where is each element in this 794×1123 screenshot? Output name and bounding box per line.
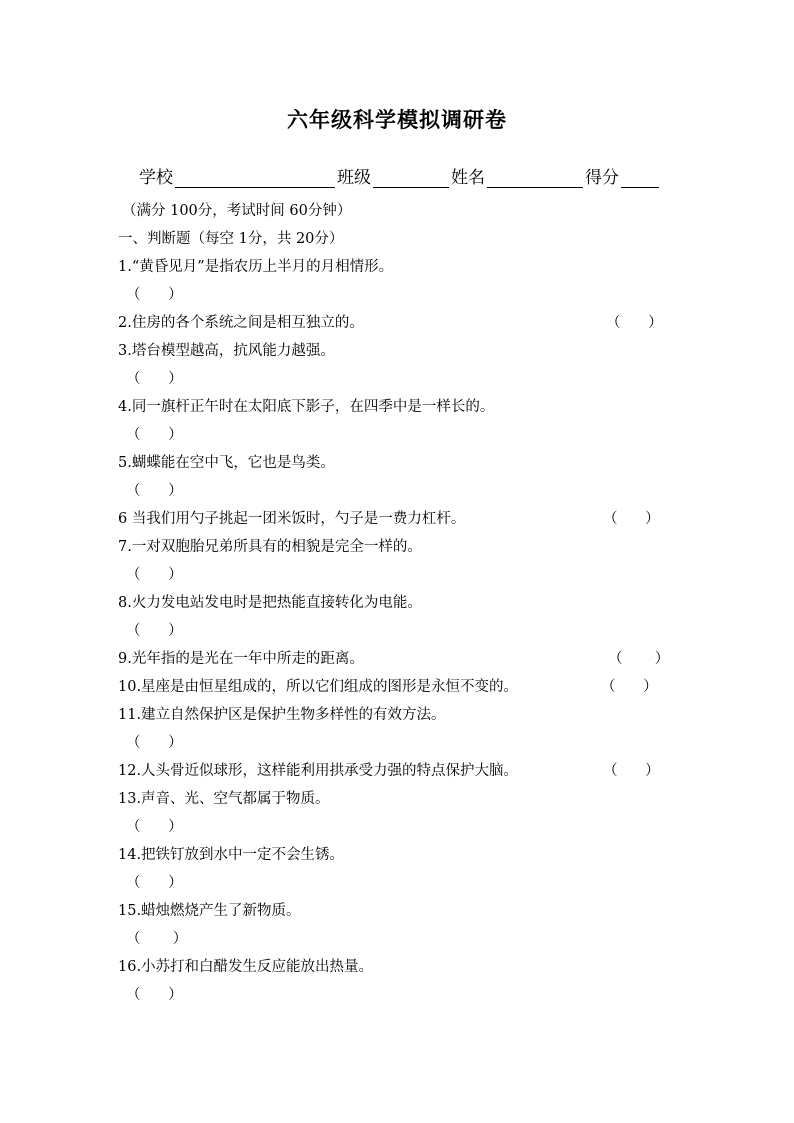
answer-blank-15[interactable]: （ ）: [126, 931, 188, 947]
question-12: 12.人头骨近似球形，这样能利用拱承受力强的特点保护大脑。: [118, 763, 519, 779]
section-heading: 一、判断题（每空 1分，共 20分）: [118, 231, 344, 247]
answer-blank-2[interactable]: （ ）: [606, 315, 663, 331]
score-label: 得分: [585, 168, 619, 188]
question-15: 15.蜡烛燃烧产生了新物质。: [118, 903, 301, 919]
question-3: 3.塔台模型越高，抗风能力越强。: [118, 343, 335, 359]
answer-blank-16[interactable]: （ ）: [126, 987, 183, 1003]
answer-blank-3[interactable]: （ ）: [126, 371, 183, 387]
answer-blank-9[interactable]: （ ）: [608, 651, 670, 667]
answer-blank-11[interactable]: （ ）: [126, 735, 183, 751]
question-7: 7.一对双胞胎兄弟所具有的相貌是完全一样的。: [118, 539, 422, 555]
question-13: 13.声音、光、空气都属于物质。: [118, 791, 330, 807]
question-11: 11.建立自然保护区是保护生物多样性的有效方法。: [118, 707, 446, 723]
school-blank[interactable]: [175, 169, 335, 188]
question-14: 14.把铁钉放到水中一定不会生锈。: [118, 847, 345, 863]
answer-blank-1[interactable]: （ ）: [126, 287, 183, 303]
class-blank[interactable]: [373, 169, 449, 188]
question-1: 1.“黄昏见月”是指农历上半月的月相情形。: [118, 259, 394, 275]
question-16: 16.小苏打和白醋发生反应能放出热量。: [118, 959, 374, 975]
question-6: 6 当我们用勺子挑起一团米饭时，勺子是一费力杠杆。: [118, 511, 466, 527]
question-2: 2.住房的各个系统之间是相互独立的。: [118, 315, 364, 331]
score-blank[interactable]: [621, 169, 659, 188]
answer-blank-12[interactable]: （ ）: [603, 763, 660, 779]
page-title: 六年级科学模拟调研卷: [287, 107, 507, 132]
question-4: 4.同一旗杆正午时在太阳底下影子，在四季中是一样长的。: [118, 399, 495, 415]
answer-blank-10[interactable]: （ ）: [601, 679, 658, 695]
student-info-row: [139, 163, 661, 188]
question-10: 10.星座是由恒星组成的，所以它们组成的图形是永恒不变的。: [118, 679, 519, 695]
school-label: 学校: [139, 168, 173, 188]
answer-blank-14[interactable]: （ ）: [126, 875, 183, 891]
name-label: 姓名: [451, 168, 485, 188]
answer-blank-4[interactable]: （ ）: [126, 427, 183, 443]
question-5: 5.蝴蝶能在空中飞，它也是鸟类。: [118, 455, 335, 471]
question-9: 9.光年指的是光在一年中所走的距离。: [118, 651, 364, 667]
exam-note: （满分 100分，考试时间 60分钟）: [122, 203, 352, 219]
answer-blank-13[interactable]: （ ）: [126, 819, 183, 835]
answer-blank-6[interactable]: （ ）: [603, 511, 660, 527]
answer-blank-8[interactable]: （ ）: [126, 623, 183, 639]
name-blank[interactable]: [487, 169, 583, 188]
answer-blank-5[interactable]: （ ）: [126, 483, 183, 499]
question-8: 8.火力发电站发电时是把热能直接转化为电能。: [118, 595, 422, 611]
answer-blank-7[interactable]: （ ）: [126, 567, 183, 583]
class-label: 班级: [337, 168, 371, 188]
